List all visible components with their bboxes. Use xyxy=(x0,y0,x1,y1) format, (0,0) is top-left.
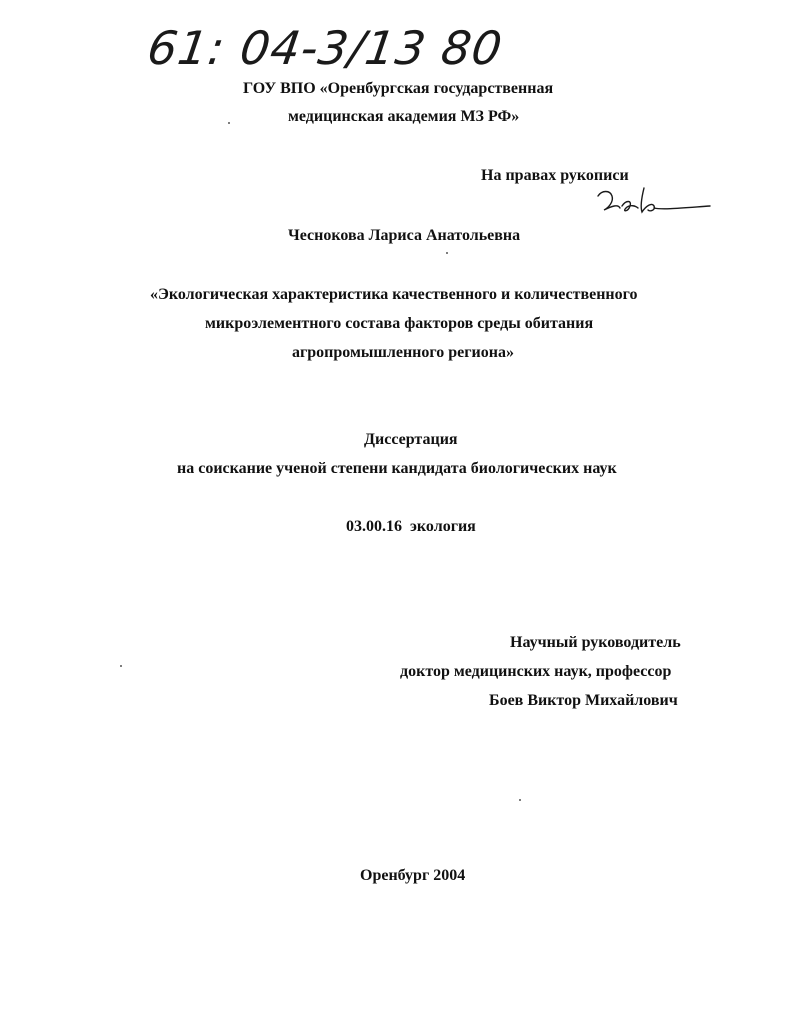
institution-line-2: медицинская академия МЗ РФ» xyxy=(288,108,520,125)
handwritten-signature-icon xyxy=(592,186,717,220)
scan-speck xyxy=(228,122,230,124)
rights-note: На правах рукописи xyxy=(481,167,629,184)
specialty-name: экология xyxy=(410,518,476,535)
scan-speck xyxy=(120,665,122,667)
specialty xyxy=(346,517,476,537)
document-type-heading: Диссертация xyxy=(364,431,458,448)
supervisor-degree: доктор медицинских наук, профессор xyxy=(400,663,672,680)
thesis-title-line-3: агропромышленного региона» xyxy=(292,344,514,361)
document-type-purpose: на соискание ученой степени кандидата биологических наук xyxy=(177,460,617,477)
specialty-code: 03.00.16 xyxy=(346,518,402,535)
supervisor-name: Боев Виктор Михайлович xyxy=(489,692,678,709)
thesis-title-line-2: микроэлементного состава факторов среды обитания xyxy=(205,315,594,332)
place-year: Оренбург 2004 xyxy=(360,867,466,884)
supervisor-role: Научный руководитель xyxy=(510,634,681,651)
scan-speck xyxy=(446,252,448,254)
scan-speck xyxy=(519,799,521,801)
thesis-title-line-1: «Экологическая характеристика качественного и количественного xyxy=(150,286,638,303)
handwritten-catalog-number: 61: 04-3/13 80 xyxy=(144,21,507,75)
institution-line-1: ГОУ ВПО «Оренбургская государственная xyxy=(243,80,554,97)
author-name: Чеснокова Лариса Анатольевна xyxy=(288,227,521,244)
